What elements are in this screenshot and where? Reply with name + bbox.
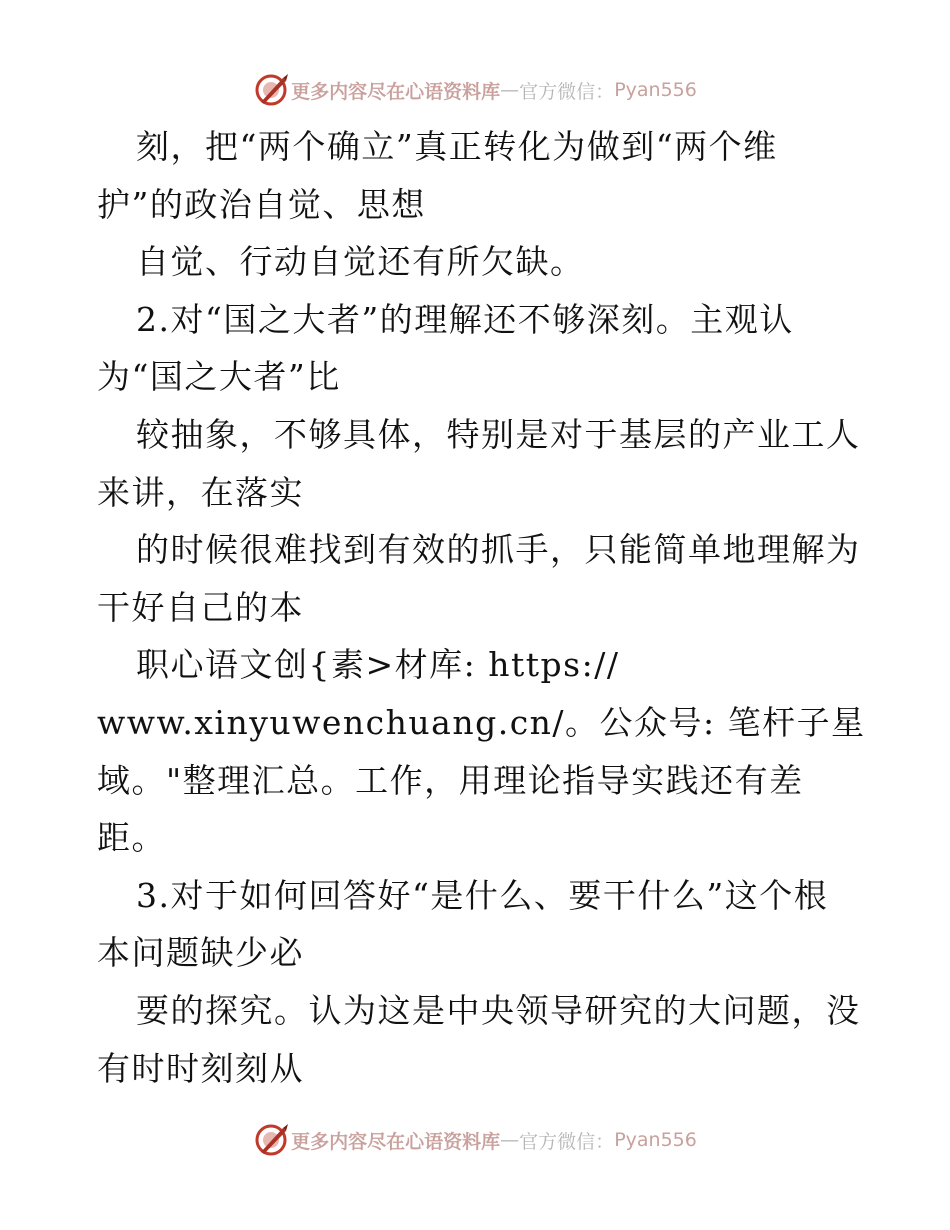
banner-brand-text: 更多内容尽在心语资料库 (291, 80, 501, 103)
text-line-1: 刻，把“两个确立”真正转化为做到“两个维 (136, 127, 778, 166)
quill-logo-icon (253, 72, 289, 108)
text-line-7: 来讲，在落实 (97, 472, 304, 512)
text-line-5: 为“国之大者”比 (97, 357, 341, 397)
banner-brand-text: 更多内容尽在心语资料库 (291, 1130, 501, 1153)
text-line-8: 的时候很难找到有效的抓手，只能简单地理解为 (136, 530, 861, 570)
text-line-17: 有时时刻刻从 (97, 1048, 304, 1088)
text-line-6: 较抽象，不够具体，特别是对于基层的产业工人 (136, 414, 861, 454)
text-line-14: 3.对于如何回答好“是什么、要干什么”这个根 (136, 875, 829, 915)
text-line-2: 护”的政治自觉、思想 (97, 184, 426, 224)
text-line-15: 本问题缺少必 (97, 933, 304, 973)
banner-official-label: 官方微信： (519, 80, 615, 103)
document-body (97, 118, 866, 1097)
text-line-16: 要的探究。认为这是中央领导研究的大问题，没 (136, 990, 861, 1030)
text-line-10: 职心语文创{素>材库: https:// (136, 645, 620, 685)
banner-dash: — (500, 79, 520, 101)
footer-banner (0, 1120, 950, 1160)
banner-wechat-id: Pyan556 (614, 1129, 697, 1151)
banner-wechat-id: Pyan556 (614, 79, 697, 101)
text-line-4: 2.对“国之大者”的理解还不够深刻。主观认 (136, 299, 794, 339)
text-line-11: www.xinyuwenchuang.cn/。公众号: 笔杆子星 (97, 702, 866, 742)
text-line-3: 自觉、行动自觉还有所欠缺。 (136, 242, 585, 282)
text-line-12: 域。"整理汇总。工作，用理论指导实践还有差 (97, 760, 804, 800)
quill-logo-icon (253, 1122, 289, 1158)
text-line-13: 距。 (97, 818, 166, 858)
text-line-9: 干好自己的本 (97, 587, 304, 627)
banner-dash: — (500, 1129, 520, 1151)
banner-official-label: 官方微信： (519, 1130, 615, 1153)
header-banner (0, 70, 950, 110)
